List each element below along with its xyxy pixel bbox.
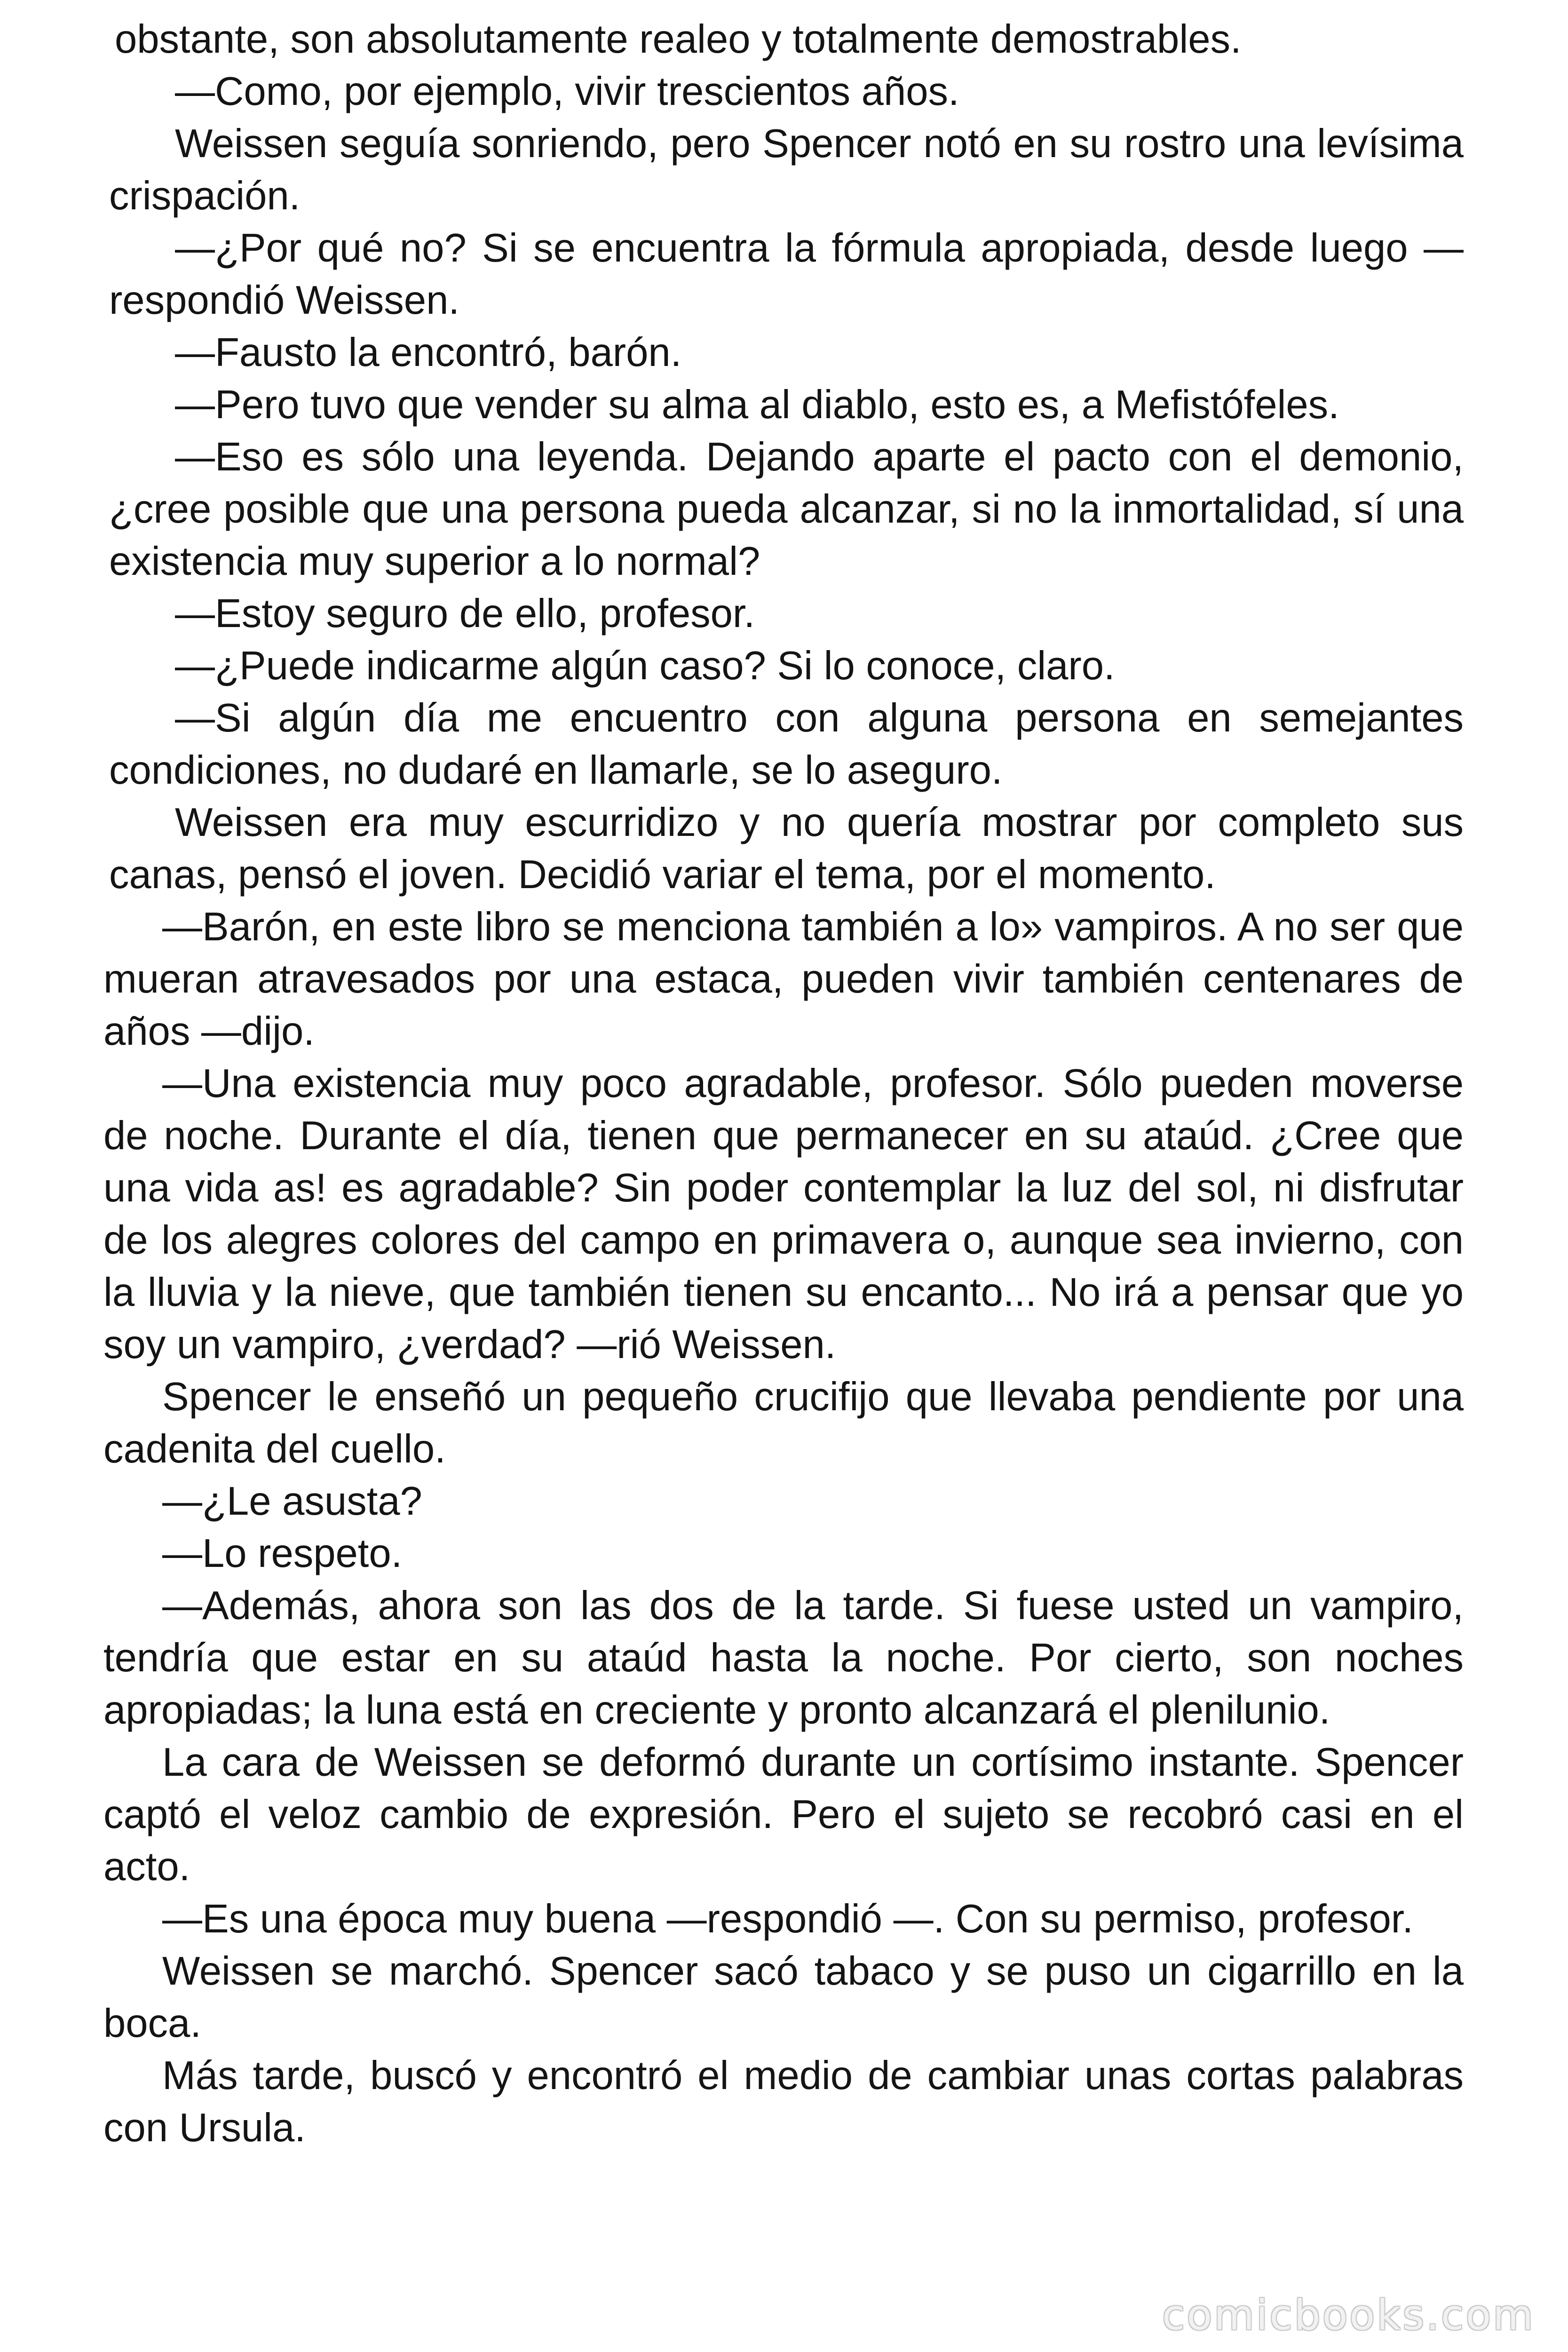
paragraph: —Una existencia muy poco agradable, profesor. Sólo pueden moverse de noche. Durante el día, tienen que permanecer en su ataúd. ¿Cree que una vida as! es agradable? Sin poder contemplar la luz del sol, ni disfrutar de los alegres colores del campo en primavera o, aunque sea invierno, con la lluvia y la nieve, que también tienen su encanto... No irá a pensar que yo soy un vampiro, ¿verdad? —rió Weissen. bbox=[103, 1061, 1464, 1367]
paragraph: Más tarde, buscó y encontró el medio de cambiar unas cortas palabras con Ursula. bbox=[103, 2053, 1464, 2150]
paragraph: —Pero tuvo que vender su alma al diablo, esto es, a Mefistófeles. bbox=[175, 382, 1339, 427]
paragraph: —Barón, en este libro se menciona también a lo» vampiros. A no ser que mueran atravesados por una estaca, pueden vivir también centenares de años —dijo. bbox=[103, 905, 1464, 1054]
paragraph: —Eso es sólo una leyenda. Dejando aparte el pacto con el demonio, ¿cree posible que una persona pueda alcanzar, si no la inmortalidad, sí una existencia muy superior a lo normal? bbox=[109, 435, 1464, 584]
paragraph: Weissen se marchó. Spencer sacó tabaco y se puso un cigarrillo en la boca. bbox=[103, 1949, 1464, 2046]
paragraph: —Si algún día me encuentro con alguna persona en semejantes condiciones, no dudaré en llamarle, se lo aseguro. bbox=[109, 696, 1464, 793]
page-text bbox=[103, 13, 1464, 2154]
paragraph: —¿Puede indicarme algún caso? Si lo conoce, claro. bbox=[175, 644, 1115, 688]
paragraph: —Lo respeto. bbox=[162, 1531, 403, 1576]
watermark: comicbooks.com bbox=[1162, 2291, 1535, 2339]
paragraph: Spencer le enseñó un pequeño crucifijo que llevaba pendiente por una cadenita del cuello. bbox=[103, 1375, 1464, 1471]
paragraph: obstante, son absolutamente realeo y totalmente demostrables. bbox=[115, 17, 1242, 62]
paragraph: —Es una época muy buena —respondió —. Con su permiso, profesor. bbox=[162, 1897, 1414, 1941]
paragraph: Weissen seguía sonriendo, pero Spencer notó en su rostro una levísima crispación. bbox=[109, 121, 1464, 218]
paragraph: —¿Por qué no? Si se encuentra la fórmula apropiada, desde luego —respondió Weissen. bbox=[109, 226, 1464, 323]
paragraph: —Como, por ejemplo, vivir trescientos años. bbox=[175, 69, 959, 114]
paragraph: Weissen era muy escurridizo y no quería mostrar por completo sus canas, pensó el joven. Decidió variar el tema, por el momento. bbox=[109, 800, 1464, 897]
paragraph: —Fausto la encontró, barón. bbox=[175, 330, 682, 375]
paragraph: —Estoy seguro de ello, profesor. bbox=[175, 591, 755, 636]
paragraph: —¿Le asusta? bbox=[162, 1479, 422, 1524]
paragraph: La cara de Weissen se deformó durante un cortísimo instante. Spencer captó el veloz cambio de expresión. Pero el sujeto se recobró casi en el acto. bbox=[103, 1740, 1464, 1889]
paragraph: —Además, ahora son las dos de la tarde. Si fuese usted un vampiro, tendría que estar en su ataúd hasta la noche. Por cierto, son noches apropiadas; la luna está en creciente y pronto alcanzará el plenilunio. bbox=[103, 1583, 1464, 1732]
